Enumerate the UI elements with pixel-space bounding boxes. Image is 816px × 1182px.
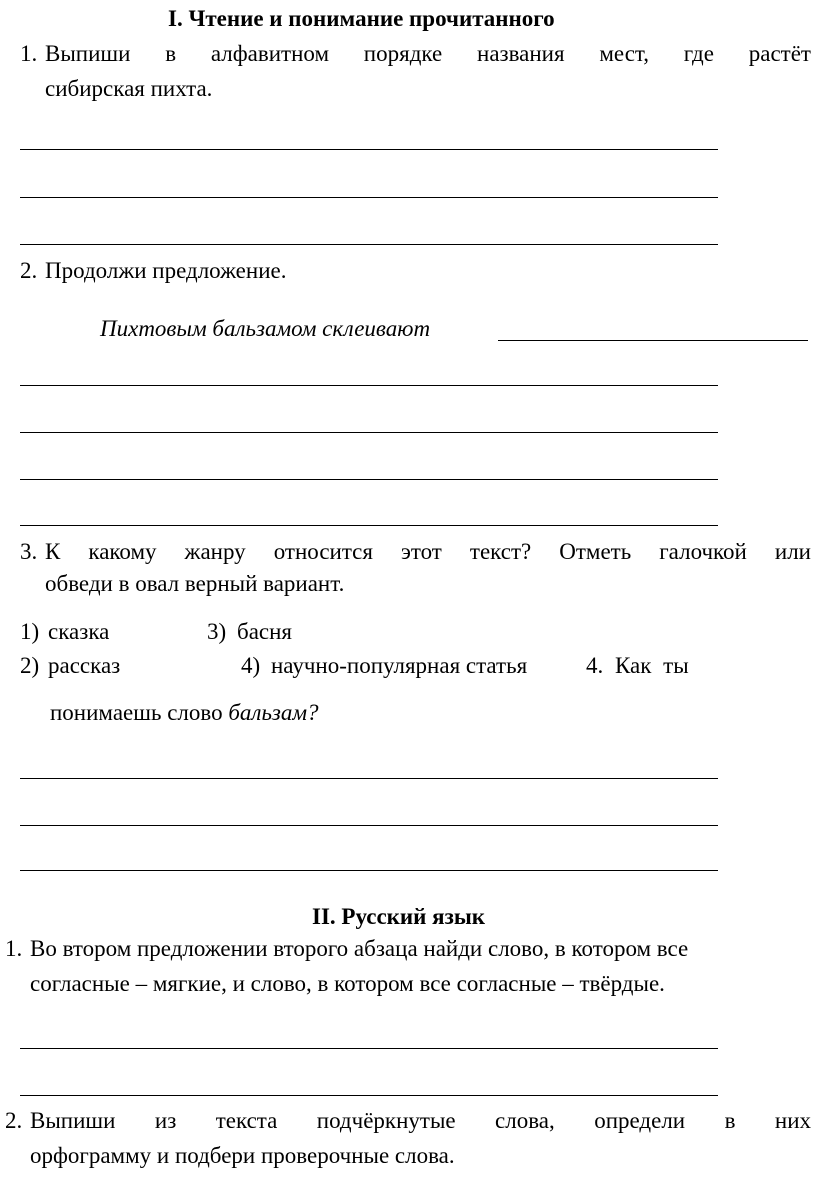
answer-line[interactable] <box>20 525 718 526</box>
question-4-inline-start: 4. Как ты <box>586 653 689 678</box>
answer-line[interactable] <box>20 385 718 386</box>
option-1-label[interactable]: сказка <box>48 619 110 644</box>
question-2-number: 2. <box>20 258 38 283</box>
s2-question-2-number: 2. <box>5 1108 23 1133</box>
answer-line[interactable] <box>20 479 718 480</box>
question-4-word: бальзам? <box>228 700 319 725</box>
question-3-line-1: К какому жанру относится этот текст? Отметь галочкой или <box>45 539 811 564</box>
option-2-label[interactable]: рассказ <box>48 653 121 678</box>
answer-line[interactable] <box>20 1048 718 1049</box>
answer-line[interactable] <box>20 244 718 245</box>
question-1-line-2: сибирская пихта. <box>45 76 213 101</box>
option-4-label[interactable]: научно-популярная статья <box>271 653 528 678</box>
section-2-title: II. Русский язык <box>312 904 486 929</box>
question-3-line-2: обведи в овал верный вариант. <box>45 571 345 596</box>
s2-question-1-number: 1. <box>5 936 23 961</box>
option-1-number: 1) <box>20 619 40 644</box>
question-1-line-1: Выпиши в алфавитном порядке названия мест, где растёт <box>45 41 811 66</box>
question-2-text: Продолжи предложение. <box>45 258 287 283</box>
answer-line[interactable] <box>20 149 718 150</box>
answer-line[interactable] <box>20 197 718 198</box>
answer-line[interactable] <box>20 825 718 826</box>
s2-question-1-line-1: Во втором предложении второго абзаца найди слово, в котором все <box>30 936 689 961</box>
s2-question-2-line-1: Выпиши из текста подчёркнутые слова, определи в них <box>30 1108 811 1133</box>
option-2-number: 2) <box>20 653 40 678</box>
s2-question-1-line-2: согласные – мягкие, и слово, в котором все согласные – твёрдые. <box>30 971 665 996</box>
s2-question-2-line-2: орфограмму и подбери проверочные слова. <box>30 1143 455 1168</box>
question-1-number: 1. <box>20 41 38 66</box>
answer-line[interactable] <box>20 432 718 433</box>
answer-line[interactable] <box>20 1095 718 1096</box>
answer-line[interactable] <box>20 778 718 779</box>
option-3-number: 3) <box>207 619 227 644</box>
question-2-sentence-start: Пихтовым бальзамом склеивают <box>100 316 431 341</box>
question-4-line-2 <box>50 698 319 728</box>
option-3-label[interactable]: басня <box>237 619 293 644</box>
question-3-number: 3. <box>20 539 38 564</box>
section-1-title: I. Чтение и понимание прочитанного <box>168 6 555 31</box>
answer-line[interactable] <box>20 870 718 871</box>
option-4-number: 4) <box>241 653 261 678</box>
question-4-text: понимаешь слово <box>50 700 229 725</box>
answer-line-inline[interactable] <box>498 340 808 341</box>
